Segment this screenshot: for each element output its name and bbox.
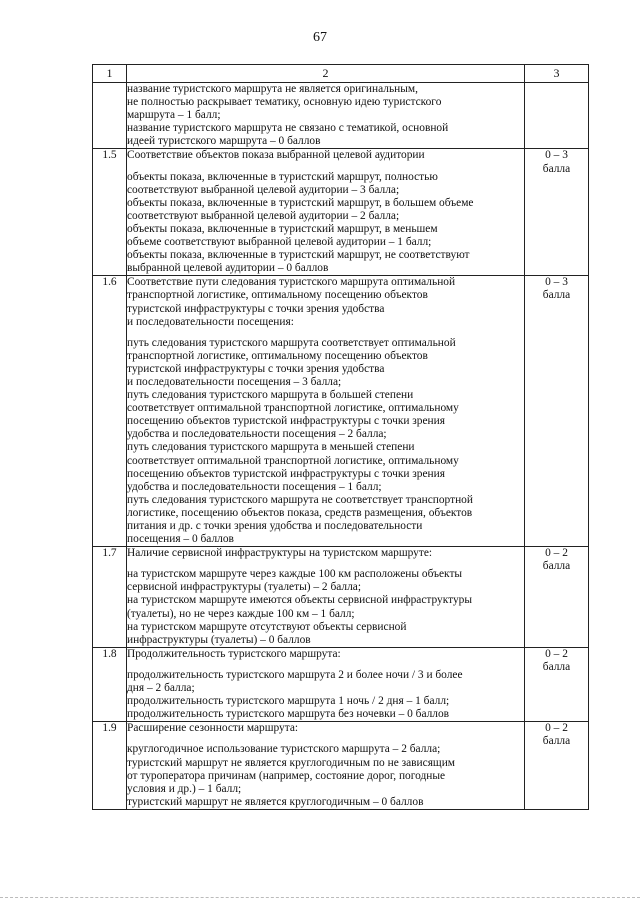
criterion-line: туристской инфраструктуры с точки зрения удобства — [127, 362, 385, 375]
criterion-line: сервисной инфраструктуры (туалеты) – 2 балла; — [127, 581, 362, 594]
table-row — [93, 149, 589, 276]
criterion-line: удобства и последовательности посещения – 1 балл; — [127, 480, 382, 493]
table-row — [93, 83, 589, 149]
criterion-cell — [127, 647, 525, 721]
criterion-title: Соответствие объектов показа выбранной целевой аудитории — [127, 149, 425, 162]
criterion-line: от туроператора причинам (например, состояние дорог, погодные — [127, 769, 446, 782]
criterion-line: логистике, посещению объектов показа, средств размещения, объектов — [127, 506, 473, 519]
criterion-line: выбранной целевой аудитории – 0 баллов — [127, 262, 329, 275]
criterion-title: Наличие сервисной инфраструктуры на туристском маршруте: — [127, 547, 433, 560]
column-header-score: 3 — [525, 65, 589, 83]
row-number: 1.8 — [93, 647, 127, 721]
criterion-line: продолжительность туристского маршрута 1 ночь / 2 дня – 1 балл; — [127, 695, 450, 708]
criterion-line: объекты показа, включенные в туристский маршрут, в большем объеме — [127, 196, 474, 209]
criterion-line: условия и др.) – 1 балл; — [127, 782, 242, 795]
table-row — [93, 276, 589, 547]
criterion-line: посещения – 0 баллов — [127, 533, 234, 546]
page-bottom-rule — [0, 897, 640, 899]
column-header-number: 1 — [93, 65, 127, 83]
criterion-line: посещению объектов туристской инфраструктуры с точки зрения — [127, 415, 445, 428]
criterion-cell — [127, 722, 525, 810]
score-range: 0 – 2 балла — [525, 722, 589, 810]
criterion-line: удобства и последовательности посещения – 2 балла; — [127, 428, 387, 441]
criterion-line: соответствует оптимальной транспортной логистике, оптимальному — [127, 402, 459, 415]
criterion-line: (туалеты), но не через каждые 100 км – 1 балл; — [127, 607, 355, 620]
criterion-line: транспортной логистике, оптимальному посещению объектов — [127, 349, 428, 362]
criterion-title: Продолжительность туристского маршрута: — [127, 647, 341, 660]
criterion-line: название туристского маршрута не связано с тематикой, основной — [127, 122, 449, 135]
score-range: 0 – 2 балла — [525, 647, 589, 721]
criterion-cell — [127, 83, 525, 149]
criterion-line: соответствуют выбранной целевой аудитории – 3 балла; — [127, 183, 400, 196]
criteria-table — [92, 64, 589, 810]
table-row — [93, 547, 589, 648]
criterion-line: круглогодичное использование туристского маршрута – 2 балла; — [127, 743, 441, 756]
criterion-line: объекты показа, включенные в туристский маршрут, в меньшем — [127, 222, 438, 235]
criterion-line: на туристском маршруте отсутствуют объекты сервисной — [127, 620, 407, 633]
row-number: 1.9 — [93, 722, 127, 810]
criterion-line: продолжительность туристского маршрута без ночевки – 0 баллов — [127, 708, 450, 721]
criterion-line: объекты показа, включенные в туристский маршрут, не соответствуют — [127, 249, 470, 262]
criterion-title: Расширение сезонности маршрута: — [127, 722, 299, 735]
criterion-line: объекты показа, включенные в туристский маршрут, полностью — [127, 170, 438, 183]
criterion-line: туристский маршрут не является круглогодичным по не зависящим — [127, 756, 456, 769]
criterion-line: посещению объектов туристской инфраструктуры с точки зрения — [127, 467, 445, 480]
criterion-line: не полностью раскрывает тематику, основную идею туристского — [127, 96, 442, 109]
criterion-line: на туристском маршруте имеются объекты сервисной инфраструктуры — [127, 594, 472, 607]
criterion-line: путь следования туристского маршрута в меньшей степени — [127, 441, 415, 454]
criterion-line: на туристском маршруте через каждые 100 км расположены объекты — [127, 568, 463, 581]
criterion-line: туристский маршрут не является круглогодичным – 0 баллов — [127, 795, 424, 808]
table-row — [93, 722, 589, 810]
criterion-line: соответствует оптимальной транспортной логистике, оптимальному — [127, 454, 459, 467]
row-number: 1.7 — [93, 547, 127, 648]
page-number: 67 — [313, 30, 327, 45]
criterion-line: маршрута – 1 балл; — [127, 109, 221, 122]
score-range — [525, 83, 589, 149]
row-number: 1.6 — [93, 276, 127, 547]
criterion-line: путь следования туристского маршрута в большей степени — [127, 389, 414, 402]
criterion-cell — [127, 276, 525, 547]
score-range: 0 – 2 балла — [525, 547, 589, 648]
table-header-row — [93, 65, 589, 83]
criterion-line: название туристского маршрута не является оригинальным, — [127, 83, 418, 95]
criterion-line: продолжительность туристского маршрута 2 и более ночи / 3 и более — [127, 668, 463, 681]
score-range: 0 – 3 балла — [525, 276, 589, 547]
criterion-cell — [127, 149, 525, 276]
criterion-line: и последовательности посещения – 3 балла; — [127, 375, 342, 388]
score-range: 0 – 3 балла — [525, 149, 589, 276]
row-number: 1.5 — [93, 149, 127, 276]
table-row — [93, 647, 589, 721]
criterion-line: инфраструктуры (туалеты) – 0 баллов — [127, 633, 311, 646]
row-number — [93, 83, 127, 149]
column-header-criterion: 2 — [127, 65, 525, 83]
criterion-line: питания и др. с точки зрения удобства и последовательности — [127, 520, 423, 532]
criterion-line: соответствуют выбранной целевой аудитории – 2 балла; — [127, 209, 400, 222]
criterion-line: идеей туристского маршрута – 0 баллов — [127, 135, 321, 148]
criterion-line: путь следования туристского маршрута соответствует оптимальной — [127, 336, 456, 349]
criterion-cell — [127, 547, 525, 648]
criterion-line: объеме соответствуют выбранной целевой аудитории – 1 балл; — [127, 236, 432, 249]
criterion-line: дня – 2 балла; — [127, 682, 195, 695]
criterion-line: путь следования туристского маршрута не соответствует транспортной — [127, 493, 473, 506]
criterion-title: Соответствие пути следования туристского маршрута оптимальной транспортной логистике, оптимальному посещению объектов туристской инфраструктуры с точки зрения удобства и последовательности посещения: — [127, 276, 456, 328]
